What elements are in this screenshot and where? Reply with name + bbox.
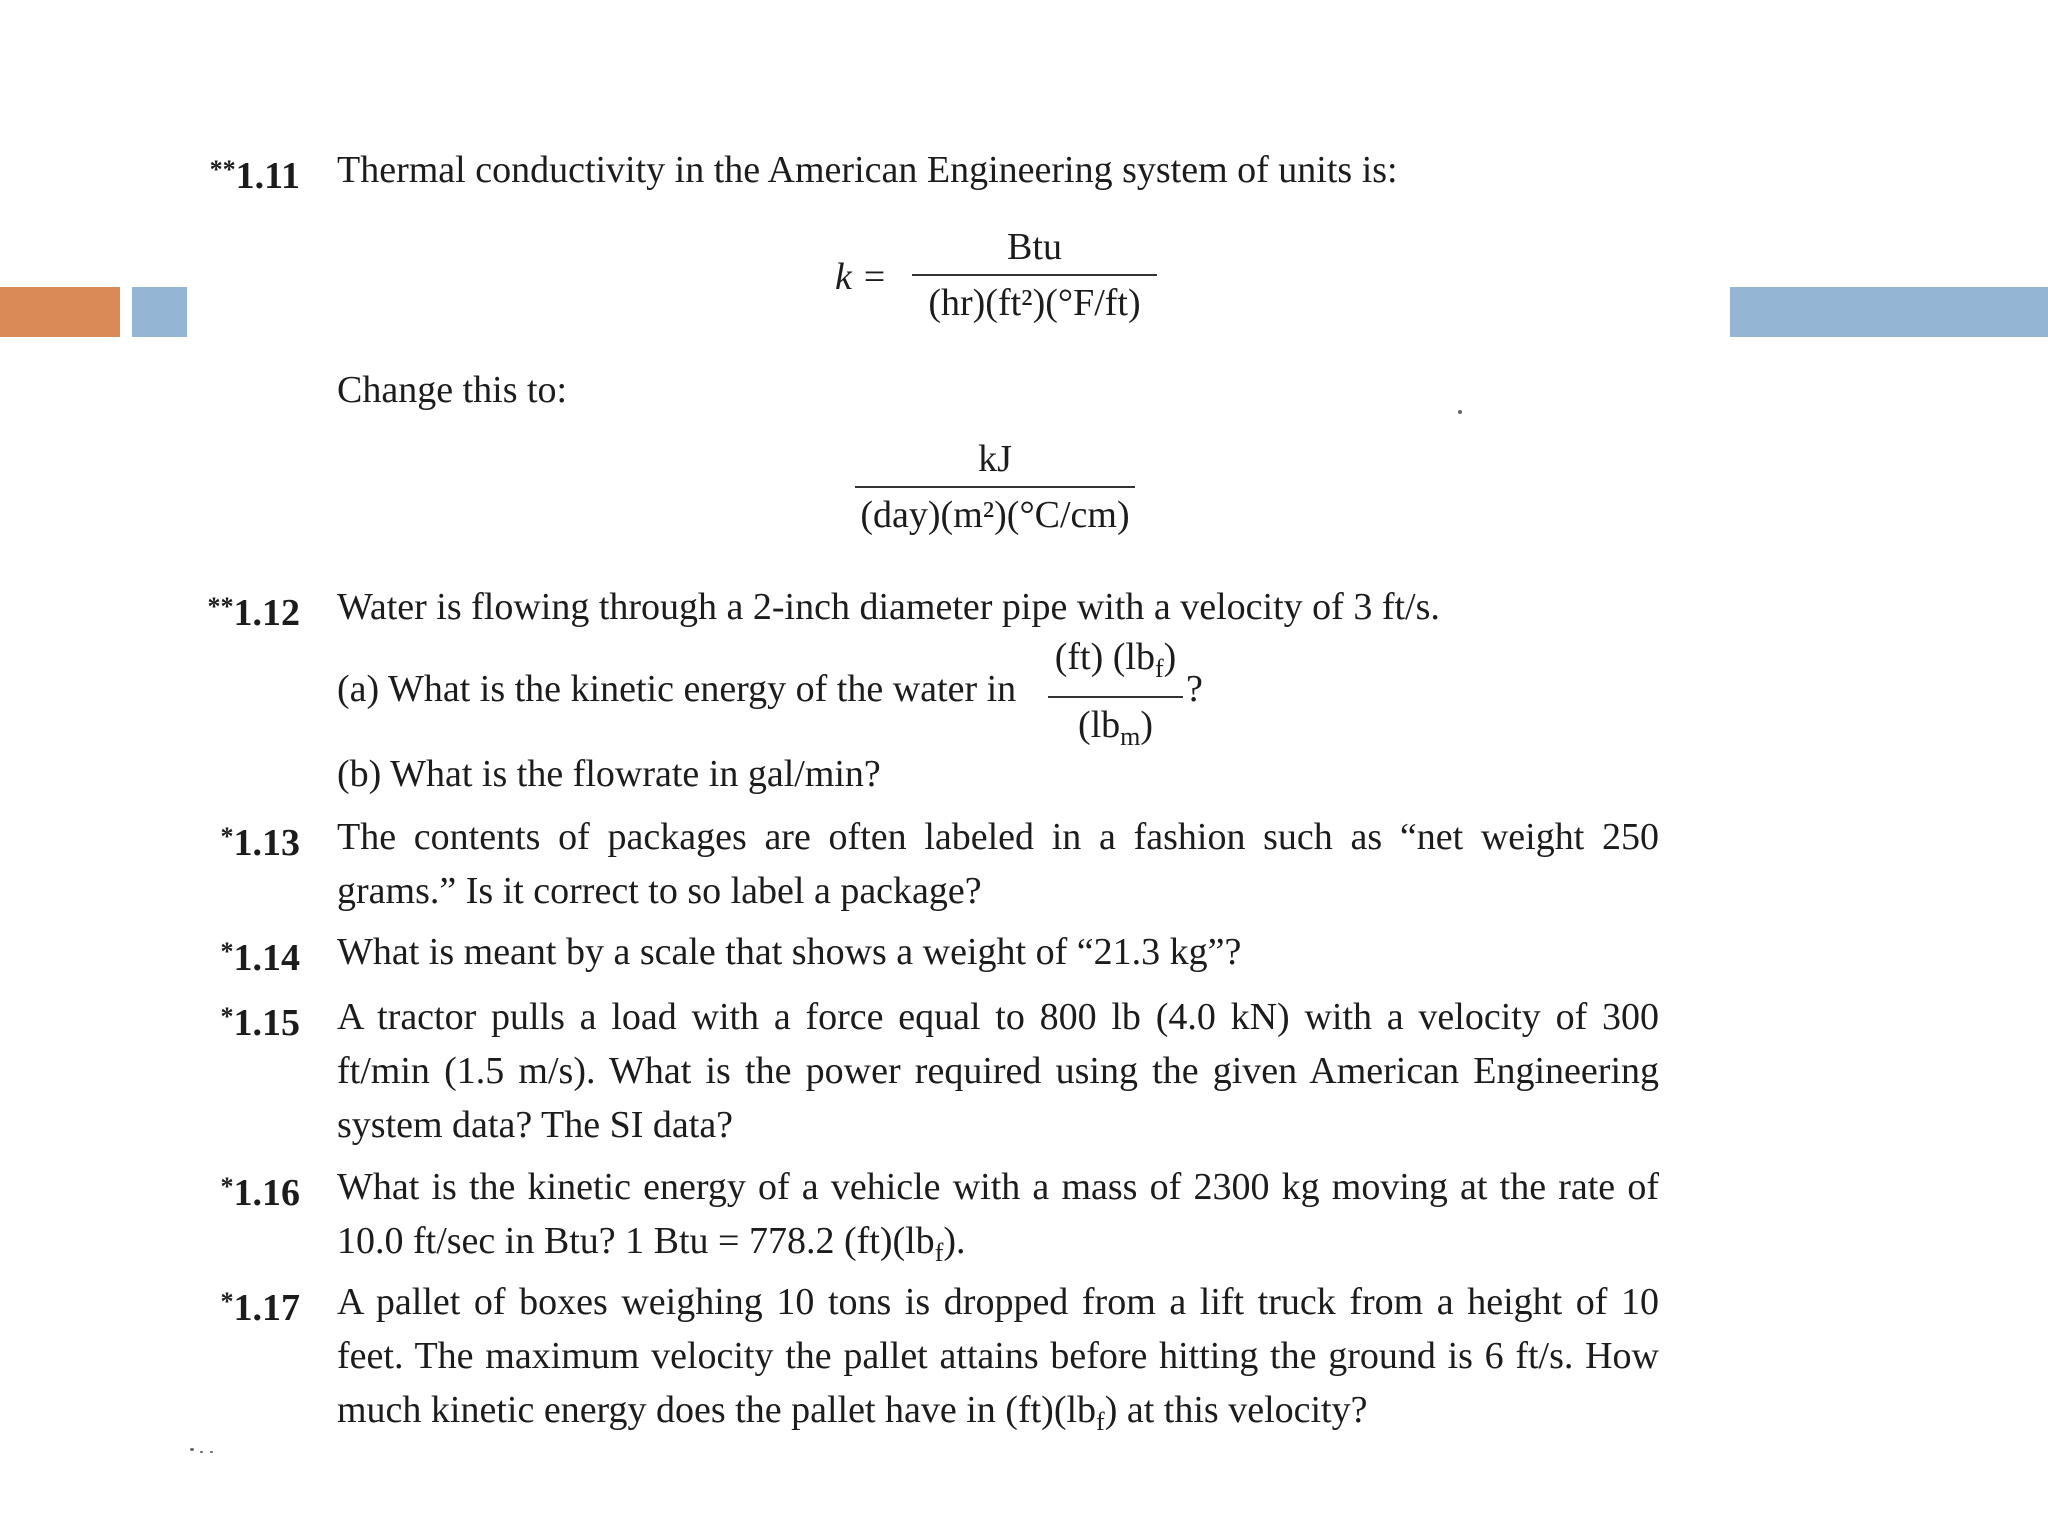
target-units-fraction	[855, 432, 1135, 542]
energy-units-fraction	[1048, 630, 1183, 764]
part-a-question-mark: ?	[1186, 668, 1203, 710]
k-label: k =	[835, 256, 888, 298]
energy-units-numerator: (ft) $(lb_f)$	[1054, 636, 1177, 683]
scan-speck	[210, 1451, 213, 1453]
problem-text-1-15: A tractor pulls a load with a force equal to 800 lb (4.0 kN) with a velocity of 300 ft/min (1.5 m/s). What is the power required using the given American Engineering system data? The SI data?	[337, 996, 1659, 1146]
problem-number-1-14: *1.14	[220, 937, 300, 979]
problem-1-12-part-a: (a) What is the kinetic energy of the water in	[337, 668, 1017, 710]
problem-text-1-12: Water is flowing through a 2-inch diameter pipe with a velocity of 3 ft/s.	[337, 586, 1440, 628]
problem-number-1-16: *1.16	[220, 1172, 300, 1214]
problem-text-1-11: Thermal conductivity in the American Engineering system of units is:	[337, 149, 1398, 191]
change-instruction: Change this to:	[337, 369, 568, 411]
problem-number-1-12: **1.12	[207, 592, 300, 634]
scan-speck	[1458, 410, 1462, 414]
k-units-fraction	[912, 220, 1157, 330]
target-denominator: (day)(m²)(°C/cm)	[860, 494, 1130, 536]
k-denominator: (hr)(ft²)(°F/ft)	[928, 282, 1141, 324]
problem-1-12-part-b: (b) What is the flowrate in gal/min?	[337, 753, 881, 795]
target-numerator: kJ	[978, 438, 1012, 480]
problem-number-1-15: *1.15	[220, 1002, 300, 1044]
problem-text-1-17: A pallet of boxes weighing 10 tons is dropped from a lift truck from a height of 10 feet. The maximum velocity the pallet attains before hitting the ground is 6 ft/s. How much kinetic energy does the pallet have in $(ft)(lb_f)$ at this velocity?	[337, 1281, 1659, 1436]
problem-number-1-17: *1.17	[220, 1287, 300, 1329]
problem-text-1-13: The contents of packages are often labeled in a fashion such as “net weight 250 grams.” Is it correct to so label a package?	[337, 816, 1659, 912]
problem-number-1-13: *1.13	[220, 822, 300, 864]
problem-number-1-11: **1.11	[209, 155, 300, 197]
k-numerator: Btu	[1007, 226, 1062, 268]
problem-text-1-16: What is the kinetic energy of a vehicle with a mass of 2300 kg moving at the rate of 10.0 ft/sec in Btu? 1 Btu = 778.2 $(ft)(lb_f)$.	[337, 1166, 1659, 1267]
scan-speck	[190, 1448, 194, 1451]
scan-speck	[200, 1451, 203, 1453]
energy-units-denominator: $(lb_m)$	[1077, 704, 1154, 751]
problem-text-1-14: What is meant by a scale that shows a weight of “21.3 kg”?	[337, 931, 1242, 973]
